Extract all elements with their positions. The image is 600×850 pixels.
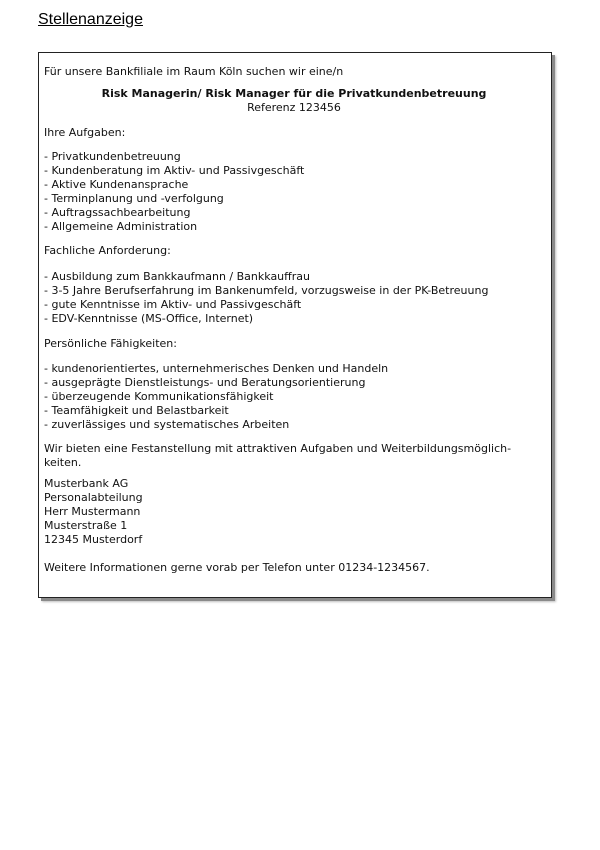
list-item: - Terminplanung und -verfolgung <box>44 192 224 205</box>
contact-address <box>44 477 544 547</box>
page-title: Stellenanzeige <box>38 11 143 28</box>
spacer <box>44 234 544 244</box>
list-item: - überzeugende Kommunikationsfähigkeit <box>44 390 274 403</box>
list-item: - gute Kenntnisse im Aktiv- und Passivgeschäft <box>44 298 302 311</box>
list-item: - EDV-Kenntnisse (MS-Office, Internet) <box>44 312 254 325</box>
skills-heading: Persönliche Fähigkeiten: <box>44 337 177 350</box>
job-ad-content <box>44 65 544 575</box>
spacer <box>44 326 544 337</box>
list-item: - kundenorientiertes, unternehmerisches Denken und Handeln <box>44 362 389 375</box>
spacer <box>44 258 544 270</box>
contact-person: Herr Mustermann <box>44 505 141 518</box>
requirements-list <box>44 270 544 326</box>
street-address: Musterstraße 1 <box>44 519 128 532</box>
list-item: - Ausbildung zum Bankkaufmann / Bankkauffrau <box>44 270 310 283</box>
list-item: - Teamfähigkeit und Belastbarkeit <box>44 404 229 417</box>
list-item: - Aktive Kundenansprache <box>44 178 189 191</box>
tasks-heading: Ihre Aufgaben: <box>44 126 126 139</box>
intro-text: Für unsere Bankfiliale im Raum Köln suchen wir eine/n <box>44 65 344 78</box>
requirements-heading: Fachliche Anforderung: <box>44 244 171 257</box>
list-item: - Kundenberatung im Aktiv- und Passivgeschäft <box>44 164 305 177</box>
offer-text-line-1: Wir bieten eine Festanstellung mit attraktiven Aufgaben und Weiterbildungsmöglich- <box>44 442 512 455</box>
company-name: Musterbank AG <box>44 477 129 490</box>
city-address: 12345 Musterdorf <box>44 533 143 546</box>
spacer <box>44 470 544 477</box>
spacer <box>44 432 544 442</box>
job-title: Risk Managerin/ Risk Manager für die Privatkundenbetreuung <box>101 87 487 100</box>
list-item: - zuverlässiges und systematisches Arbeiten <box>44 418 290 431</box>
spacer <box>44 115 544 126</box>
list-item: - 3-5 Jahre Berufserfahrung im Bankenumfeld, vorzugsweise in der PK-Betreuung <box>44 284 489 297</box>
spacer <box>44 351 544 362</box>
list-item: - Privatkundenbetreuung <box>44 150 181 163</box>
list-item: - ausgeprägte Dienstleistungs- und Beratungsorientierung <box>44 376 366 389</box>
spacer <box>44 140 544 150</box>
department: Personalabteilung <box>44 491 143 504</box>
spacer <box>44 79 544 87</box>
reference-number: Referenz 123456 <box>247 101 341 114</box>
list-item: - Auftragssachbearbeitung <box>44 206 191 219</box>
spacer <box>44 547 544 561</box>
job-ad-box <box>38 52 552 598</box>
offer-text-line-2: keiten. <box>44 456 82 469</box>
skills-list <box>44 362 544 432</box>
footer-contact-info: Weitere Informationen gerne vorab per Telefon unter 01234-1234567. <box>44 561 430 574</box>
tasks-list <box>44 150 544 234</box>
list-item: - Allgemeine Administration <box>44 220 198 233</box>
